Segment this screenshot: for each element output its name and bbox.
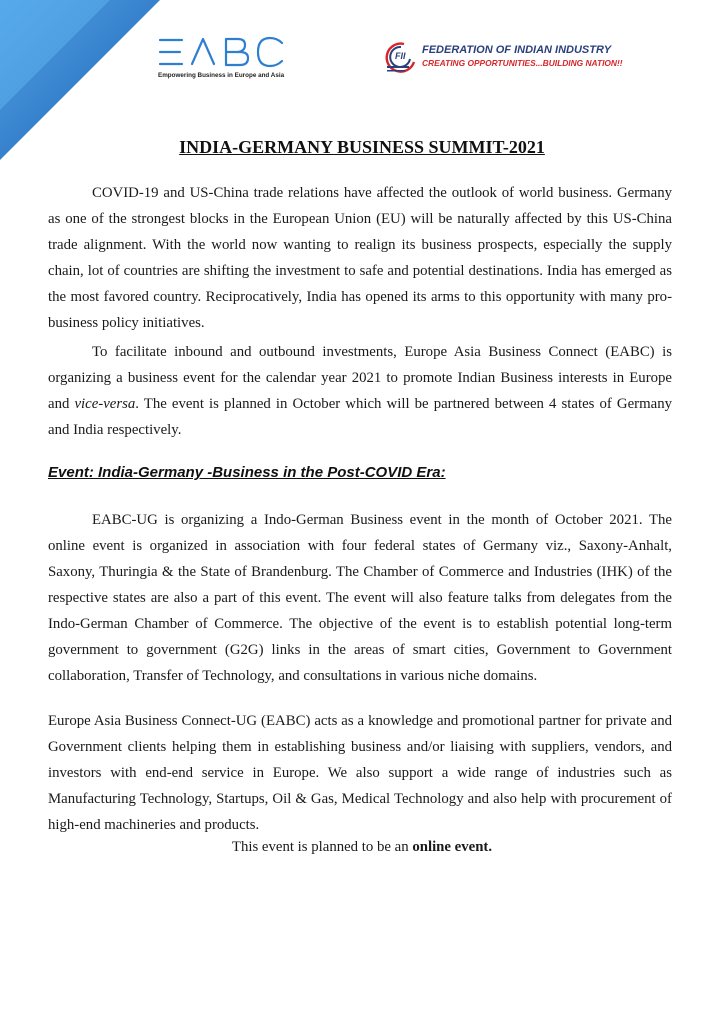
eabc-logo	[148, 34, 298, 88]
intro-paragraph-1: COVID-19 and US-China trade relations have affected the outlook of world business. Germany as one of the strongest blocks in the European Union (EU) will be naturally affected by this US-China trade alignment. With the world now wanting to realign its business prospects, especially the supply chain, lot of countries are shifting the investment to safe and potential destinations. India has emerged as the most favored country. Reciprocatively, India has opened its arms to this opportunity with many pro-business policy initiatives.	[48, 185, 672, 331]
intro-p2-italic: vice-versa	[74, 396, 136, 412]
closing-bold: online event.	[412, 839, 493, 855]
fii-logo	[384, 40, 623, 76]
intro-p2-text: To facilitate inbound and outbound investments, Europe Asia Business Connect (EABC) is organizing a business event for the calendar year 2021 to promote Indian Business interests in Europe and	[48, 344, 672, 412]
intro-p2-text-end: . The event is planned in October which will be partnered between 4 states of Germany and India respectively.	[48, 396, 672, 438]
closing-line	[0, 836, 724, 858]
eabc-tagline: Empowering Business in Europe and Asia	[158, 72, 285, 79]
closing-text: This event is planned to be an	[231, 839, 413, 855]
fii-name: FEDERATION OF INDIAN INDUSTRY	[422, 44, 612, 56]
event-paragraph-1: EABC-UG is organizing a Indo-German Business event in the month of October 2021. The online event is organized in association with four federal states of Germany viz., Saxony-Anhalt, Saxony, Thuringia & the State of Brandenburg. The Chamber of Commerce and Industries (IHK) of the respective states are also a part of this event. The event will also feature talks from delegates from the Indo-German Chamber of Commerce. The objective of the event is to establish potential long-term government to government (G2G) links in the areas of smart cities, Government to Government collaboration, Transfer of Technology, and consultations in various niche domains.	[48, 512, 672, 684]
fii-emblem-icon	[384, 40, 418, 74]
fii-tagline: CREATING OPPORTUNITIES...BUILDING NATION!!	[422, 58, 623, 68]
event-paragraph-2: Europe Asia Business Connect-UG (EABC) acts as a knowledge and promotional partner for private and Government clients helping them in establishing business and/or liaising with suppliers, vendors, and investors with end-end service in Europe. We also support a wide range of industries such as Manufacturing Technology, Startups, Oil & Gas, Medical Technology and also help with procurement of high-end machineries and products.	[48, 713, 672, 833]
corner-decoration	[0, 0, 160, 160]
eabc-logo-mark	[156, 34, 290, 70]
event-heading: Event: India-Germany -Business in the Post-COVID Era:	[48, 464, 446, 481]
svg-text:FII: FII	[395, 51, 406, 61]
intro-paragraph-2	[48, 339, 672, 443]
document-title: INDIA-GERMANY BUSINESS SUMMIT-2021	[179, 137, 545, 157]
